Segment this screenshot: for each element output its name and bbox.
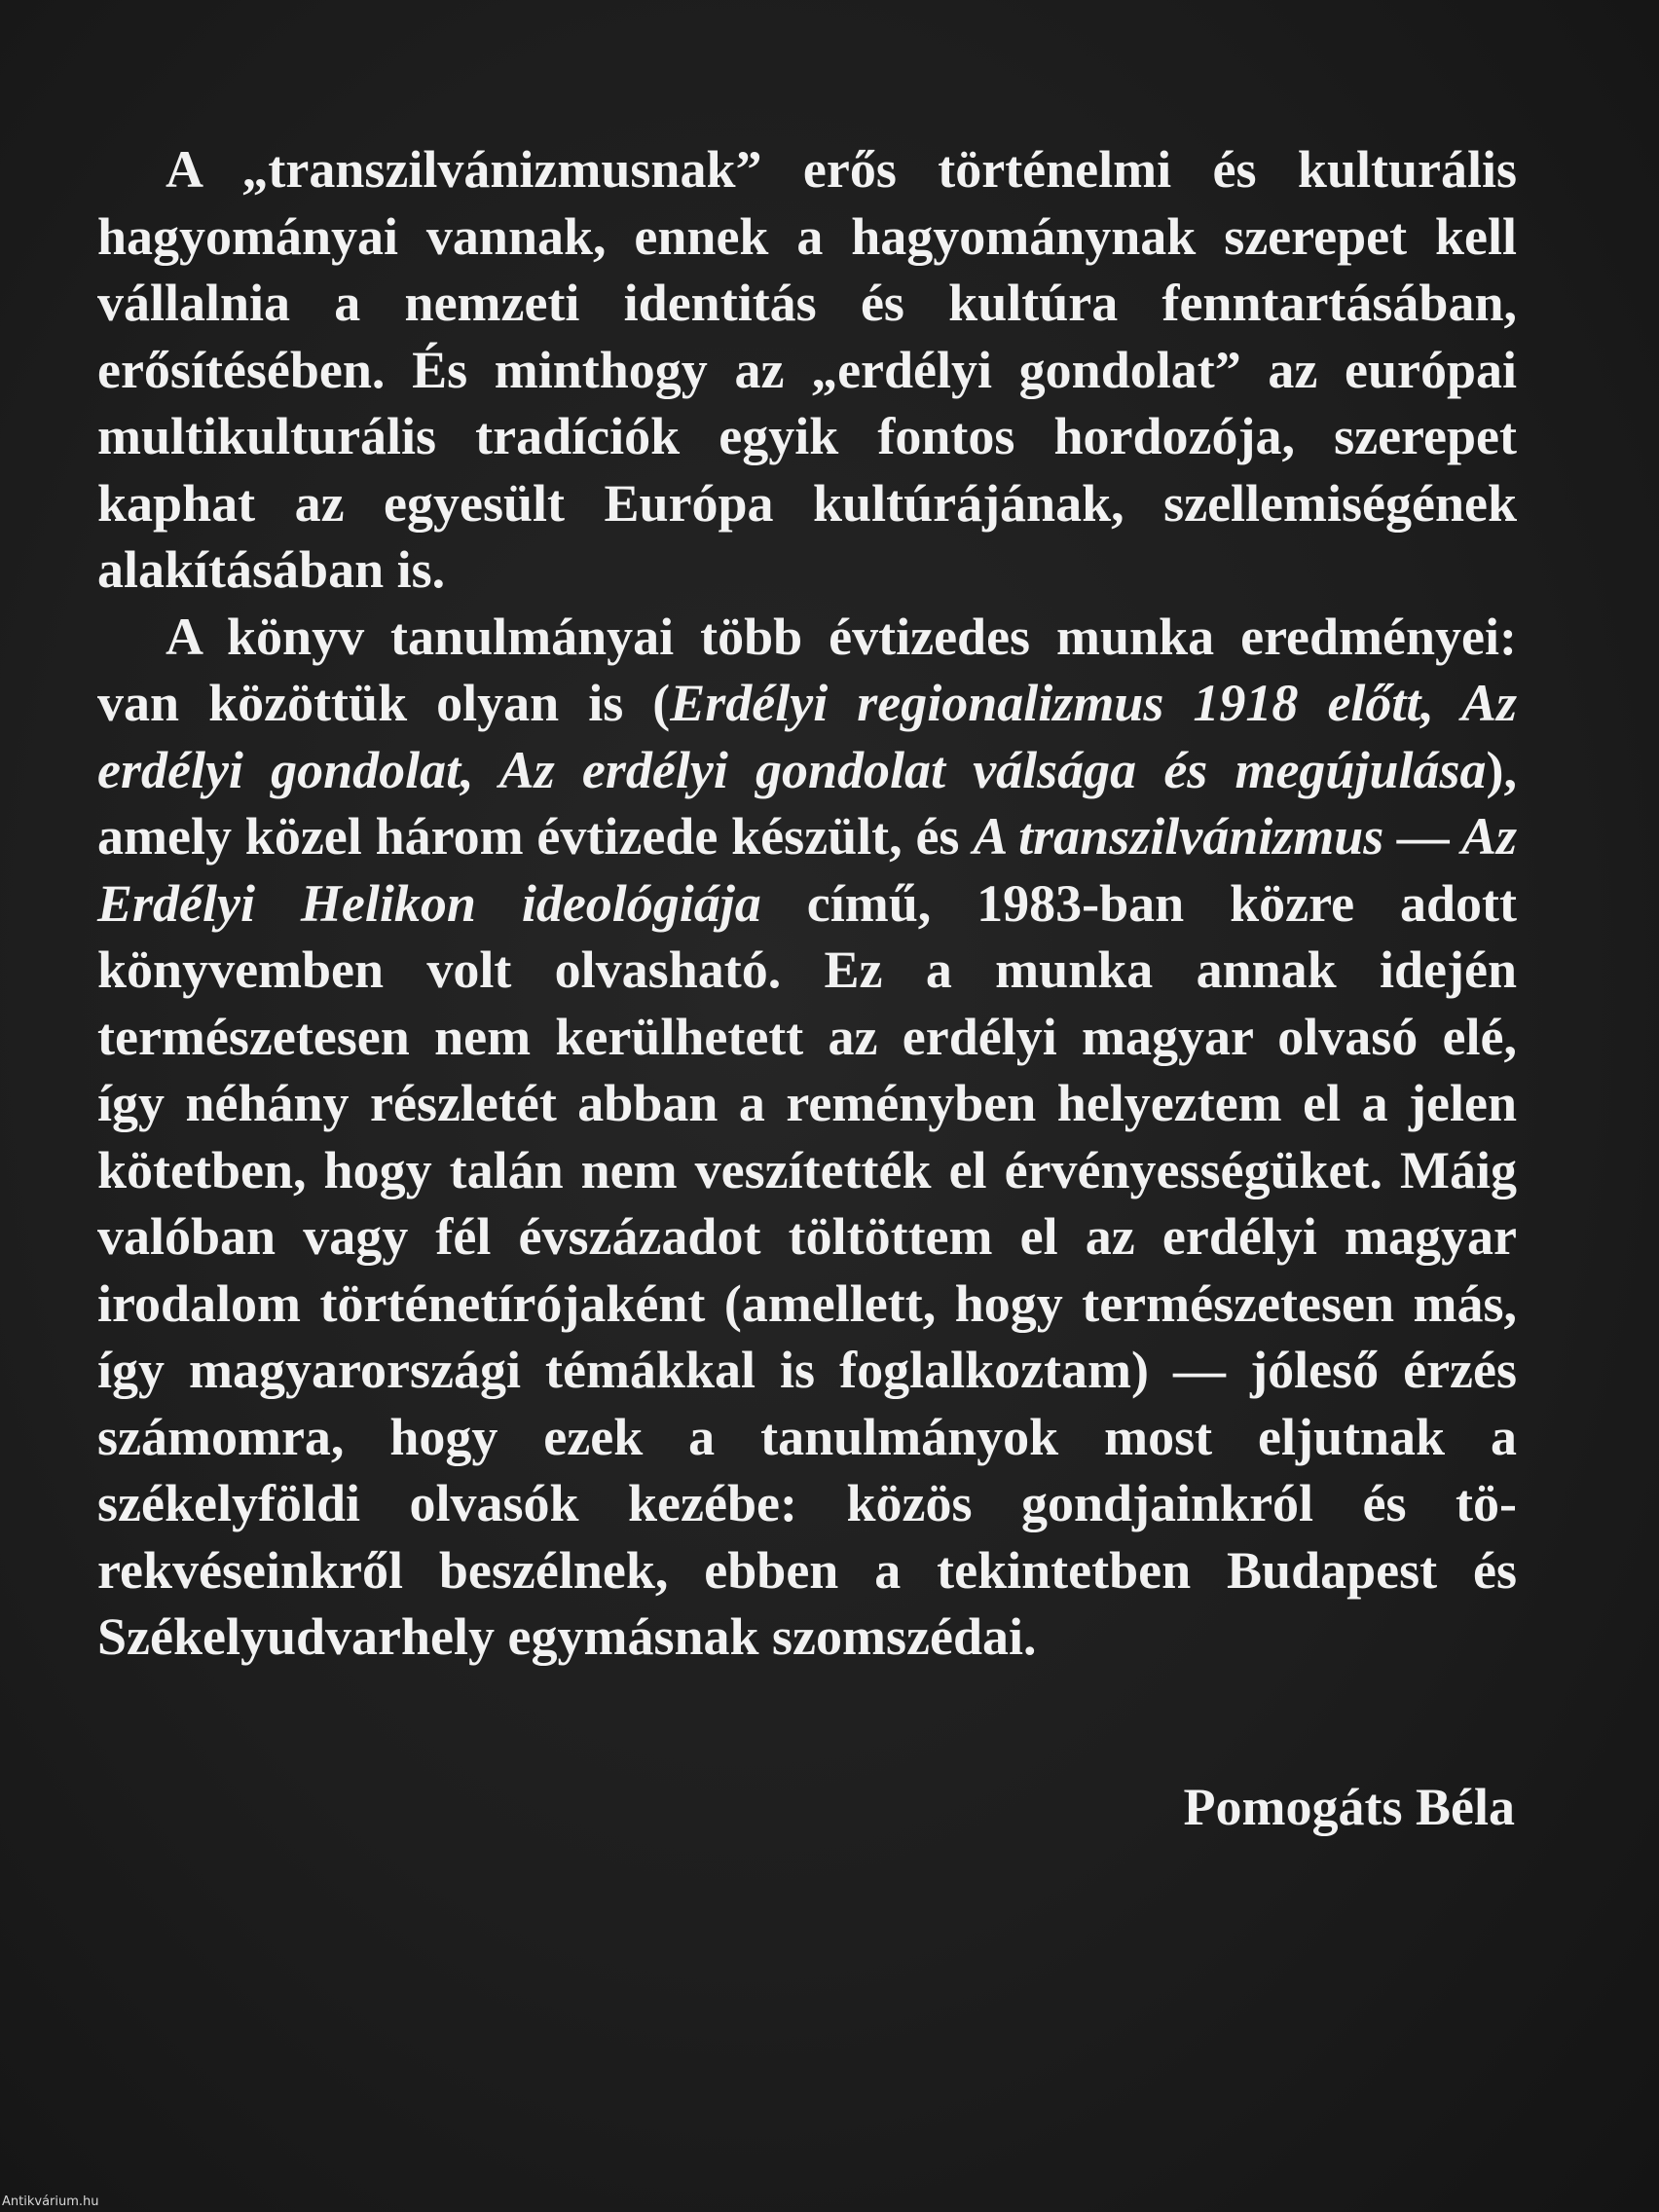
- watermark: Antikvárium.hu: [2, 2194, 99, 2209]
- body-text: [97, 136, 1517, 1671]
- paragraph-2-part-2: ), amely közel három évtizede készült, és: [97, 740, 1517, 866]
- paragraph-1: A „transzilvánizmusnak” erős történelmi és kulturális hagyományai vannak, ennek a hagyománynak szerepet kell vállalnia a nemzeti identitás és kultúra fenntartásában, erősítésében. És minthogy az „erdélyi gondolat” az európai multikulturális tradíciók egyik fontos hordozója, szerepet kaphat az egyesült Európa kultúrájának, szellemiségének alakításában is.: [97, 140, 1517, 599]
- paragraph-2-italic-titles: Erdélyi regionalizmus 1918 előtt, Az erdélyi gondolat, Az erdélyi gondolat válsága és megújulása: [97, 674, 1517, 799]
- author-signature: Pomogáts Béla: [1183, 1778, 1515, 1836]
- paragraph-2-part-1: A könyv tanulmányai több évtizedes munka eredményei: van közöttük olyan is (: [97, 607, 1517, 732]
- paragraph-2-italic-book-title: A transzilvánizmus — Az Erdélyi Helikon ideológiája: [97, 807, 1517, 933]
- paragraph-2: [97, 604, 1517, 1671]
- paragraph-2-part-3: című, 1983-ban közre adott könyvemben volt olvasható. Ez a munka annak idején természetesen nem kerülhetett az erdélyi magyar olvasó elé, így néhány részletét abban a reményben helyeztem el a jelen kötetben, hogy talán nem veszítették el érvényességüket. Máig valóban vagy fél évszázadot töltöttem el az erdélyi magyar irodalom történetírójaként (amellett, hogy természetesen más, így magyarországi témákkal is foglalkoztam) — jóleső érzés számomra, hogy ezek a tanulmányok most eljutnak a székelyföldi olvasók kezébe: közös gondjainkról és törekvéseinkről beszélnek, ebben a tekintetben Budapest és Székelyudvarhely egymásnak szomszédai.: [97, 873, 1517, 1666]
